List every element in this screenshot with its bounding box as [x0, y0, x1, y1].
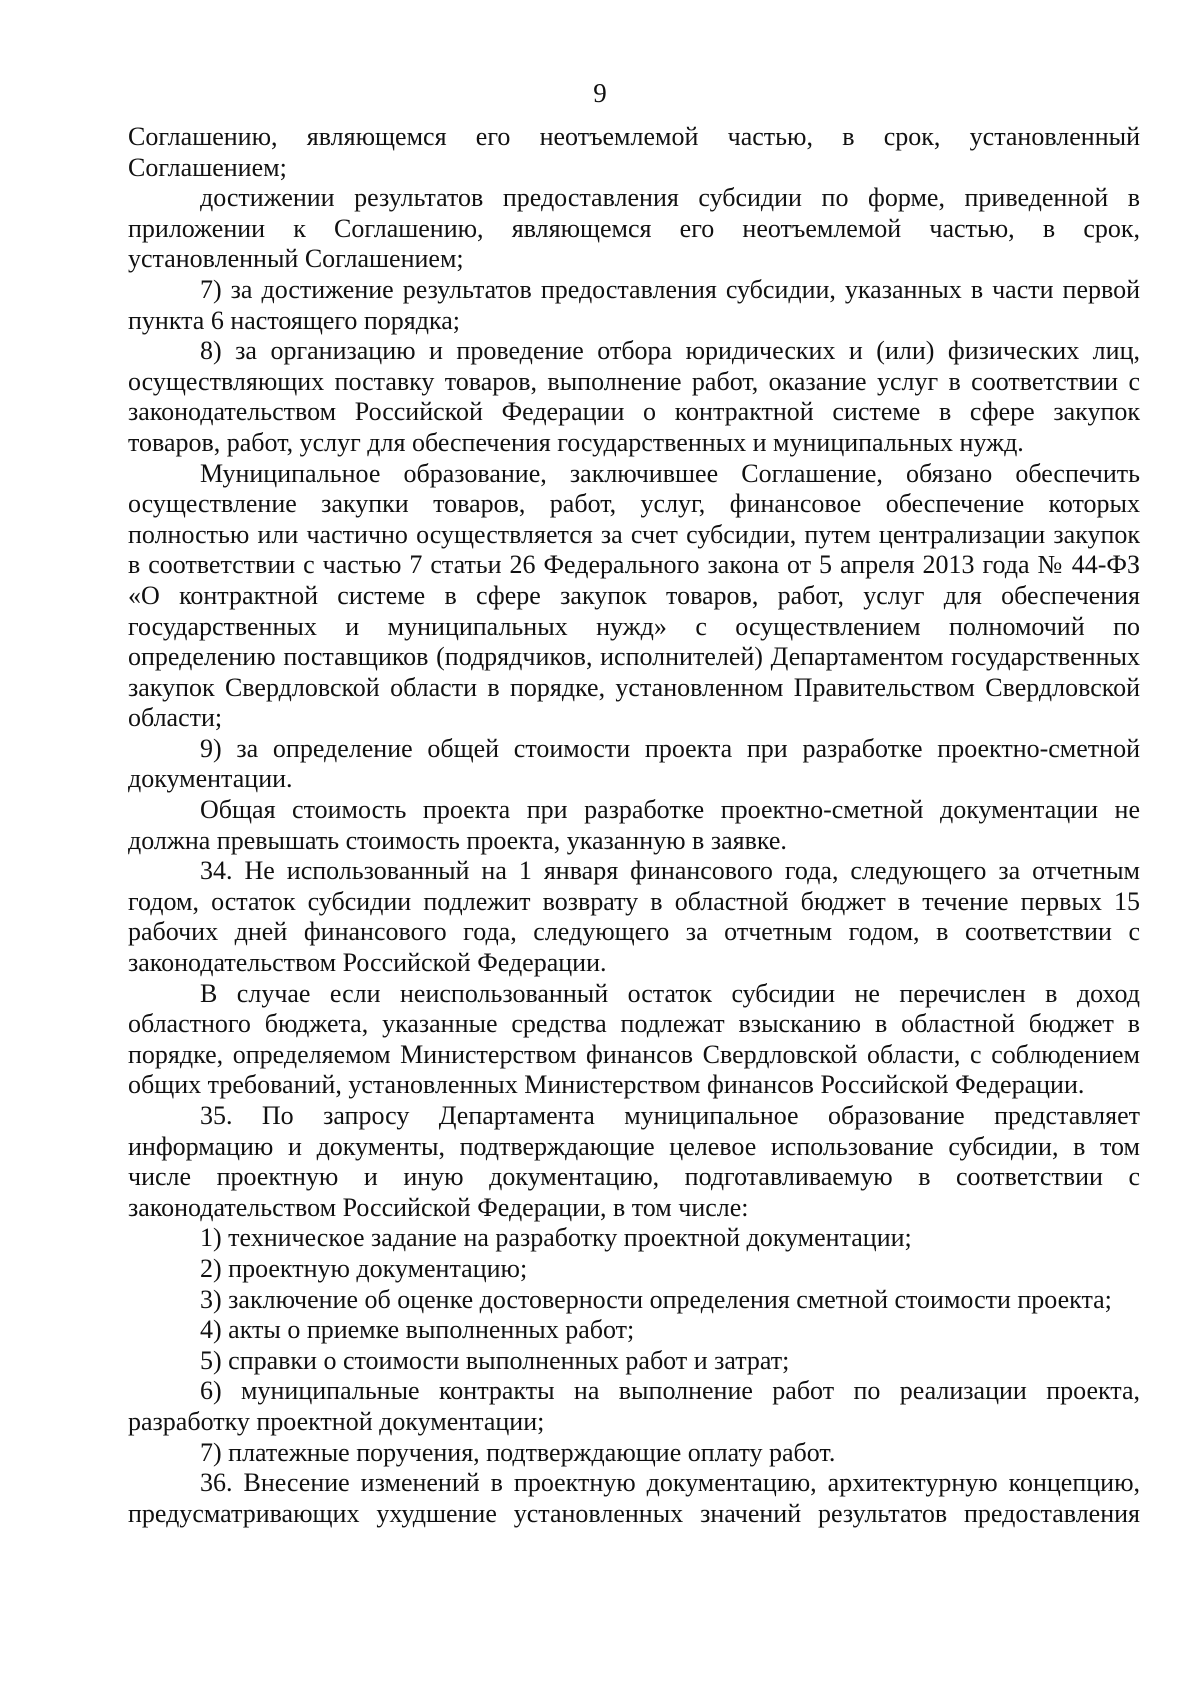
list-item: 2) проектную документацию; [200, 1253, 528, 1283]
paragraph-continued: 36. Внесение изменений в проектную документацию, архитектурную концепцию, предусматривающих ухудшение установленных значений результатов предоставления [128, 1468, 1140, 1528]
paragraph: Общая стоимость проекта при разработке проектно-сметной документации не должна превышать стоимость проекта, указанную в заявке. [128, 795, 1140, 855]
document-body [128, 122, 1140, 1529]
paragraph: 35. По запросу Департамента муниципальное образование представляет информацию и документы, подтверждающие целевое использование субсидии, в том числе проектную и иную документацию, подготавливаемую в соответствии с законодательством Российской Федерации, в том числе: [128, 1101, 1140, 1222]
paragraph: Муниципальное образование, заключившее Соглашение, обязано обеспечить осуществление закупки товаров, работ, услуг, финансовое обеспечение которых полностью или частично осуществляется за счет субсидии, путем централизации закупок в соответствии с частью 7 статьи 26 Федерального закона от 5 апреля 2013 года № 44-ФЗ «О контрактной системе в сфере закупок товаров, работ, услуг для обеспечения государственных и муниципальных нужд» с осуществлением полномочий по определению поставщиков (подрядчиков, исполнителей) Департаментом государственных закупок Свердловской области в порядке, установленном Правительством Свердловской области; [128, 458, 1140, 733]
list-item: 3) заключение об оценке достоверности определения сметной стоимости проекта; [200, 1284, 1112, 1314]
list-item: 1) техническое задание на разработку проектной документации; [200, 1223, 912, 1253]
list-item: 5) справки о стоимости выполненных работ и затрат; [200, 1345, 790, 1375]
page-number: 9 [593, 78, 607, 108]
list-item: 6) муниципальные контракты на выполнение работ по реализации проекта, разработку проектной документации; [128, 1376, 1140, 1436]
paragraph: Соглашению, являющемся его неотъемлемой частью, в срок, установленный Соглашением; [128, 122, 1140, 182]
paragraph: 34. Не использованный на 1 января финансового года, следующего за отчетным годом, остаток субсидии подлежит возврату в областной бюджет в течение первых 15 рабочих дней финансового года, следующего за отчетным годом, в соответствии с законодательством Российской Федерации. [128, 856, 1140, 978]
list-item: 4) акты о приемке выполненных работ; [200, 1315, 635, 1345]
paragraph: достижении результатов предоставления субсидии по форме, приведенной в приложении к Соглашению, являющемся его неотъемлемой частью, в срок, установленный Соглашением; [128, 183, 1140, 274]
paragraph: 7) за достижение результатов предоставления субсидии, указанных в части первой пункта 6 настоящего порядка; [128, 274, 1140, 335]
paragraph: 8) за организацию и проведение отбора юридических и (или) физических лиц, осуществляющих поставку товаров, выполнение работ, оказание услуг в соответствии с законодательством Российской Федерации о контрактной системе в сфере закупок товаров, работ, услуг для обеспечения государственных и муниципальных нужд. [128, 336, 1140, 457]
list-item: 7) платежные поручения, подтверждающие оплату работ. [200, 1437, 836, 1467]
paragraph: 9) за определение общей стоимости проекта при разработке проектно-сметной документации. [128, 733, 1140, 794]
paragraph: В случае если неиспользованный остаток субсидии не перечислен в доход областного бюджета, указанные средства подлежат взысканию в областной бюджет в порядке, определяемом Министерством финансов Свердловской области, с соблюдением общих требований, установленных Министерством финансов Российской Федерации. [128, 978, 1140, 1100]
